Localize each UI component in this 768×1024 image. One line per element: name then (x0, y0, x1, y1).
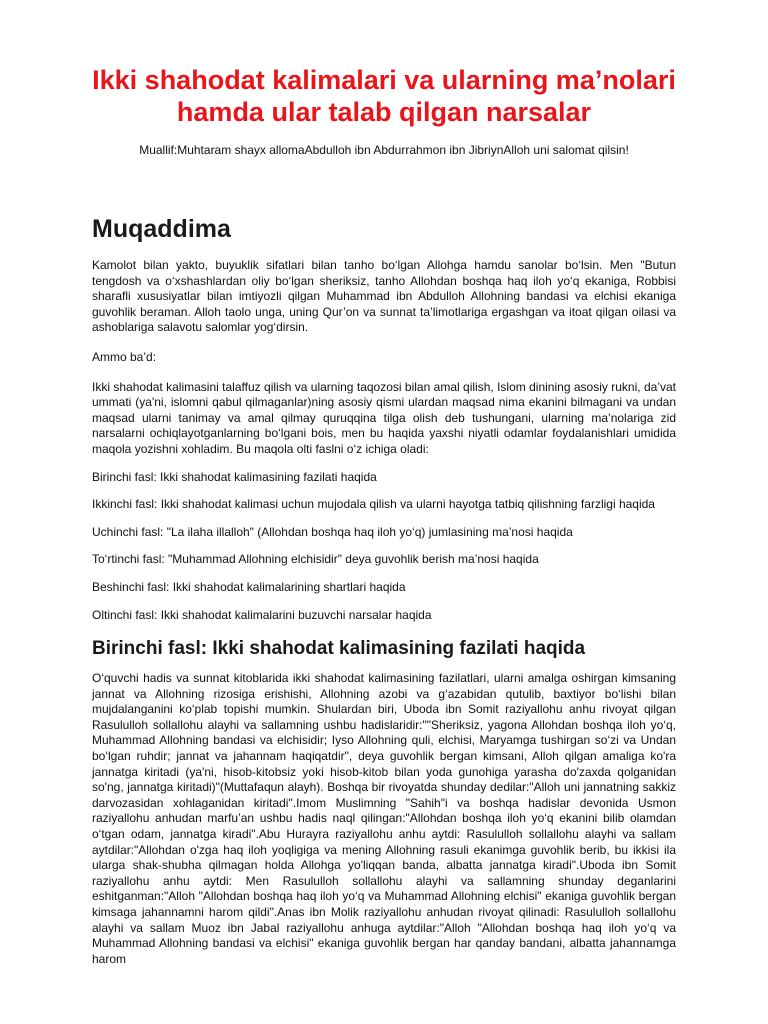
amma-line: Ammo ba’d: (92, 349, 157, 364)
intro-paragraph: Kamolot bilan yakto, buyuklik sifatlari bilan tanho bo‘lgan Allohga hamdu sanolar bo‘lsin. Men "Butun tengdosh va o‘xshashlardan oliy bo‘lgan sheriksiz, tanho Allohdan boshqa haq iloh yo‘q ekaniga, Robbisi sharafli xususiyatlar bilan imtiyozli qilgan Muhammad ibn Abdulloh Allohning bandasi va elchisi ekaniga guvohlik beraman. Alloh taolo unga, uning Qur’on va sunnat ta’limotlariga ergashgan va itoat qilgan oilasi va ashoblariga salavotu salomlar yog‘dirsin. (92, 258, 676, 335)
chapter-item: To‘rtinchi fasl: "Muhammad Allohning elchisidir" deya guvohlik berish ma’nosi haqida (92, 552, 539, 567)
section-paragraph: O‘quvchi hadis va sunnat kitoblarida ikki shahodat kalimasining fazilatlari, ularni amalga oshirgan kimsaning jannat va Allohning rizosiga erishishi, Allohning azobi va g‘azabidan qutulib, baxtiyor bo‘lishi bilan mujdalanganini ko‘plab topishi mumkin. Shulardan biri, Uboda ibn Somit raziyallohu anhu rivoyat qilgan Rasululloh sollallohu alayhi va sallamning ushbu hadislaridir:""Sheriksiz, yagona Allohdan boshqa iloh yo‘q, Muhammad Allohning bandasi va elchisidir; Iyso Allohning quli, elchisi, Maryamga tushirgan so‘zi va Undan bo‘lgan ruhdir; jannat va jahannam haqiqatdir", deya guvohlik bergan kimsani, Alloh qilgan amaliga ko'ra jannatga kiritadi (ya'ni, hisob-kitobsiz yoki hisob-kitob bilan yoda gunohiga yarasha do'zaxda qolganidan so'ng, jannatga kiritadi)"(Muttafaqun alayh). Boshqa bir rivoyatda shunday dedilar:"Alloh uni jannatning sakkiz darvozasidan xohlaganidan kiritadi".Imom Muslimning "Sahih"i va boshqa hadislar devonida Usmon raziyallohu anhudan marfu’an ushbu hadis naql qilingan:"Allohdan boshqa iloh yo‘q ekanini bilib olamdan o‘tgan odam, jannatga kiradi".Abu Hurayra raziyallohu anhu aytdi: Rasululloh sollallohu alayhi va sallam aytdilar:"Allohdan o'zga haq iloh yoqligiga va mening Allohning rasuli ekanimga guvohlik berib, bu ikkisi ila ularga shak-shubha qilmagan holda Allohga yo'liqqan banda, albatta jannatga kiradi".Uboda ibn Somit raziyallohu anhu aytdi: Men Rasululloh sollallohu alayhi va sallamning shunday deganlarini eshitganman:"Alloh "Allohdan boshqa haq iloh yo‘q va Muhammad Allohning elchisi" ekaniga guvohlik bergan kimsaga jahannamni harom qildi".Anas ibn Molik raziyallohu anhudan rivoyat qilinadi: Rasululloh sollallohu alayhi va sallam Muoz ibn Jabal raziyallohu anhuga aytdilar:"Alloh "Allohdan boshqa haq iloh yo‘q va Muhammad Allohning bandasi va elchisi" ekaniga guvohlik bergan har qanday bandani, albatta jahannamga harom (92, 671, 676, 966)
chapter-item: Uchinchi fasl: "La ilaha illalloh" (Allohdan boshqa haq iloh yo‘q) jumlasining ma’nosi haqida (92, 524, 573, 539)
intro-paragraph-2: Ikki shahodat kalimasini talaffuz qilish va ularning taqozosi bilan amal qilish, Islom dinining asosiy rukni, da’vat ummati (ya'ni, islomni qabul qilmaganlar)ning asosiy qismi ulardan maqsad nima ekanini bilmagani va undan maqsad ularni tanimay va amal qilmay quruqqina tilga olish deb tushungani, ularning ma’nolariga zid narsalarni ochiqlayotganlarning bo‘lgani bois, men bu haqida yaxshi niyatli odamlar foydalanishlari umidida maqola yozishni xohladim. Bu maqola olti faslni o‘z ichiga oladi: (92, 379, 676, 456)
chapter-item: Birinchi fasl: Ikki shahodat kalimasining fazilati haqida (92, 469, 377, 484)
section-heading: Birinchi fasl: Ikki shahodat kalimasining fazilati haqida (92, 638, 586, 660)
intro-heading: Muqaddima (92, 215, 231, 243)
author-line: Muallif:Muhtaram shayx allomaAbdulloh ibn Abdurrahmon ibn JibriynAlloh uni salomat qilsin! (139, 143, 629, 157)
title-line-2: hamda ular talab qilgan narsalar (176, 97, 592, 127)
title-line-1: Ikki shahodat kalimalari va ularning ma’nolari (92, 65, 676, 95)
document-title (92, 0, 676, 128)
chapter-item: Ikkinchi fasl: Ikki shahodat kalimasi uchun mujodala qilish va ularni hayotga tatbiq qilishning farzligi haqida (92, 497, 655, 512)
chapter-item: Beshinchi fasl: Ikki shahodat kalimalarining shartlari haqida (92, 579, 406, 594)
chapter-item: Oltinchi fasl: Ikki shahodat kalimalarini buzuvchi narsalar haqida (92, 607, 432, 622)
